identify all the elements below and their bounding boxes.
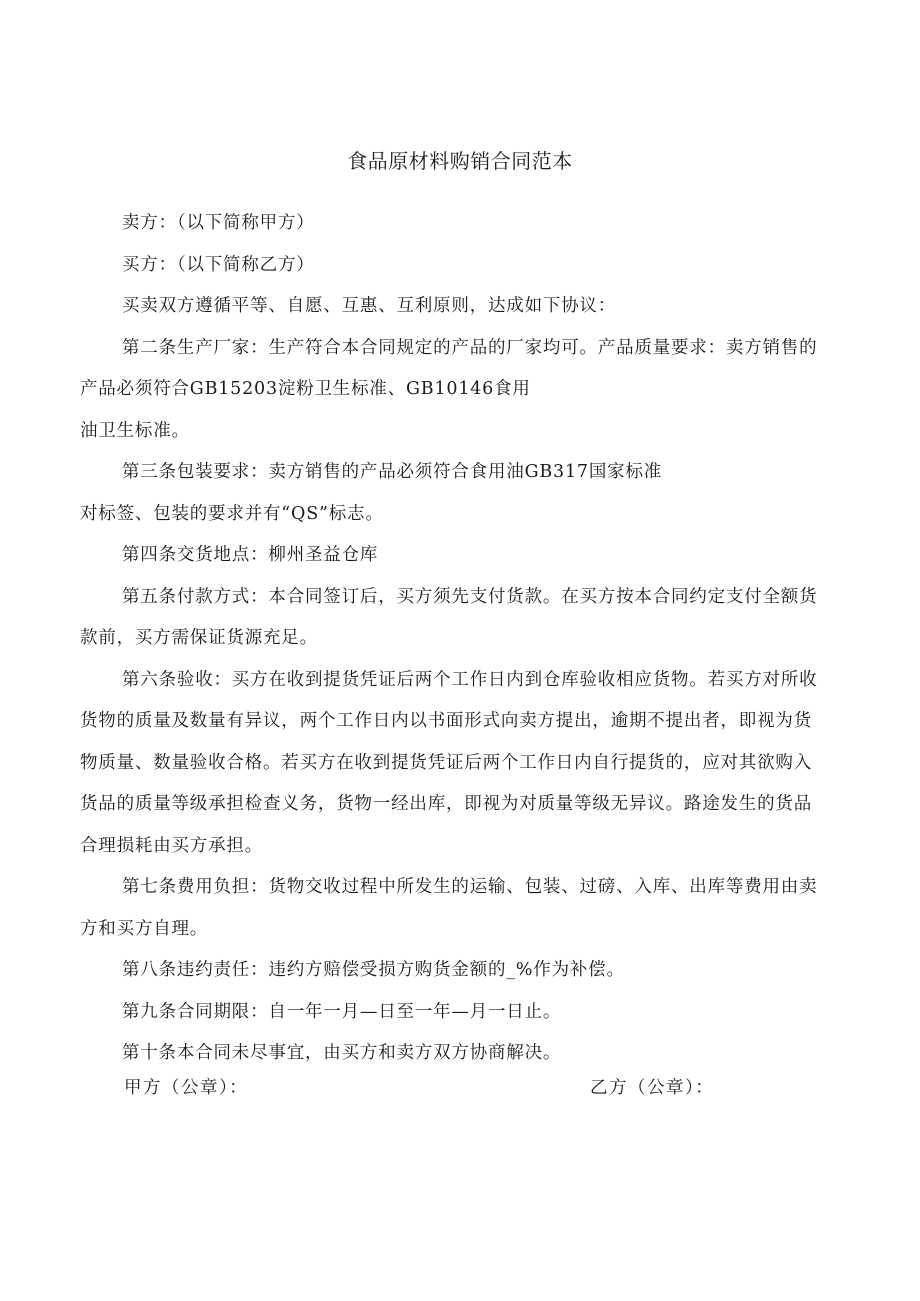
article-3-continued: 对标签、包装的要求并有“QS”标志。 (80, 503, 384, 524)
seller-line: 卖方：（以下简称甲方） (122, 213, 315, 233)
buyer-line: 买方：（以下简称乙方） (122, 254, 315, 275)
article-3: 第三条包装要求：卖方销售的产品必须符合食用油GB317国家标准 (122, 462, 663, 482)
signature-row (0, 1068, 920, 1108)
party-b-seal-label: 乙方（公章）： (590, 1078, 715, 1098)
document-body (80, 203, 830, 1075)
article-10: 第十条本合同未尽事宜，由买方和卖方双方协商解决。 (122, 1043, 562, 1063)
article-2: 第二条生产厂家：生产符合本合同规定的产品的厂家均可。产品质量要求：卖方销售的产品必须符合GB15203淀粉卫生标准、GB10146食用 (80, 337, 818, 399)
article-7: 第七条费用负担：货物交收过程中所发生的运输、包装、过磅、入库、出库等费用由卖方和买方自理。 (80, 877, 818, 939)
article-9: 第九条合同期限：自一年一月—日至一年—月一日止。 (122, 1001, 562, 1022)
article-2-continued: 油卫生标准。 (80, 420, 190, 441)
article-8: 第八条违约责任：违约方赔偿受损方购货金额的_%作为补偿。 (122, 960, 625, 980)
agreement-intro: 买卖双方遵循平等、自愿、互惠、互利原则，达成如下协议： (122, 296, 617, 316)
article-4: 第四条交货地点：柳州圣益仓库 (122, 545, 379, 565)
article-6: 第六条验收：买方在收到提货凭证后两个工作日内到仓库验收相应货物。若买方对所收货物的质量及数量有异议，两个工作日内以书面形式向卖方提出，逾期不提出者，即视为货物质量、数量验收合格。若买方在收到提货凭证后两个工作日内自行提货的，应对其欲购入货品的质量等级承担检查义务，货物一经出库，即视为对质量等级无异议。路途发生的货品合理损耗由买方承担。 (80, 669, 818, 856)
party-a-seal-label: 甲方（公章）： (124, 1078, 249, 1098)
document-title: 食品原材料购销合同范本 (347, 149, 573, 173)
article-5: 第五条付款方式：本合同签订后，买方须先支付货款。在买方按本合同约定支付全额货款前，买方需保证货源充足。 (80, 586, 818, 648)
